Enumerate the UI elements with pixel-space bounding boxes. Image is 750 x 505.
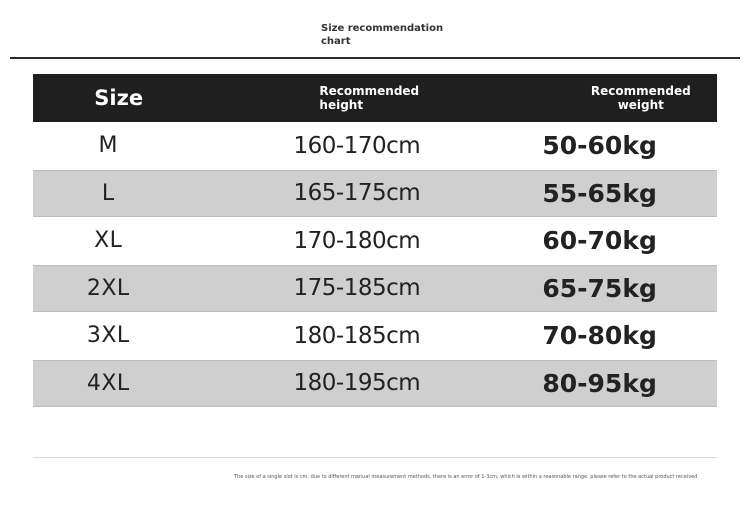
- size-table: [33, 74, 717, 407]
- table-row: [33, 265, 717, 313]
- title-divider: [10, 57, 740, 59]
- size-cell: XL: [94, 228, 123, 254]
- weight-cell: 80-95kg: [542, 368, 657, 398]
- table-row: [33, 170, 717, 218]
- weight-cell: 65-75kg: [542, 273, 657, 303]
- size-cell: L: [101, 180, 115, 206]
- header-height-label: Recommended height: [319, 84, 420, 112]
- table-row: [33, 312, 717, 360]
- table-row: [33, 217, 717, 265]
- header-size: Size: [94, 86, 144, 110]
- weight-cell: 50-60kg: [542, 131, 657, 161]
- size-cell: 4XL: [86, 370, 130, 396]
- height-cell: 165-175cm: [293, 180, 421, 207]
- weight-cell: 55-65kg: [542, 178, 657, 208]
- header-height: [204, 84, 514, 112]
- size-cell: 2XL: [86, 275, 130, 301]
- height-cell: 180-195cm: [293, 370, 421, 397]
- height-cell: 160-170cm: [293, 132, 421, 159]
- weight-cell: 60-70kg: [542, 226, 657, 256]
- measurement-footnote: The size of a single slot is cm. due to different manual measurement methods, there is an error of 1-3cm, which is within a reasonable range. please refer to the actual product received: [234, 474, 698, 480]
- table-row: [33, 122, 717, 170]
- table-row: [33, 360, 717, 408]
- footer-divider: [33, 457, 717, 458]
- size-cell: 3XL: [86, 323, 130, 349]
- weight-cell: 70-80kg: [542, 321, 657, 351]
- size-cell: M: [98, 133, 118, 159]
- header-weight: [515, 84, 717, 112]
- height-cell: 180-185cm: [293, 322, 421, 349]
- header-weight-label: Recommended weight: [590, 84, 691, 112]
- height-cell: 170-180cm: [293, 227, 421, 254]
- chart-title: Size recommendation chart: [321, 23, 444, 47]
- height-cell: 175-185cm: [293, 275, 421, 302]
- table-header-row: [33, 74, 717, 122]
